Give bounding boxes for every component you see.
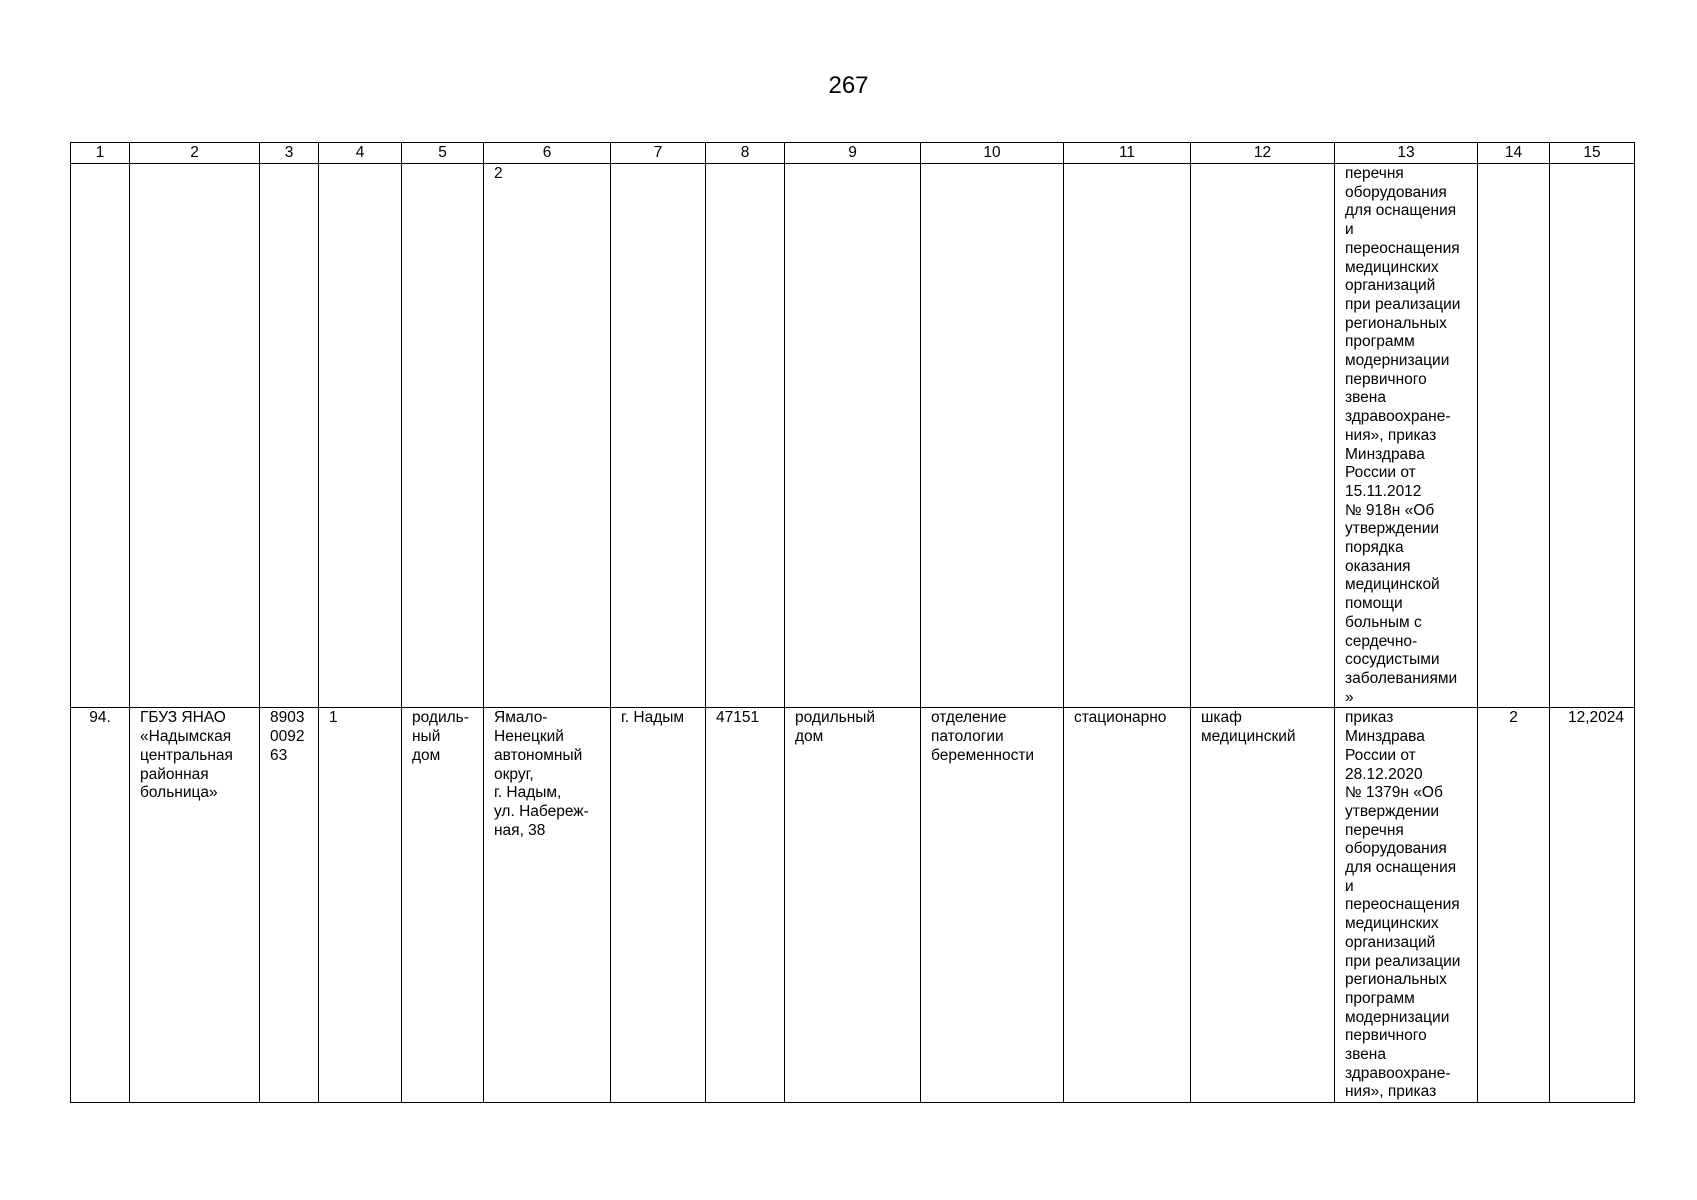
- table-cell: Ямало- Ненецкий автономный округ, г. Надым, ул. Набереж- ная, 38: [484, 708, 611, 1103]
- table-cell: [260, 164, 319, 708]
- table-cell: 12,2024: [1550, 708, 1635, 1103]
- column-header: 8: [706, 143, 785, 164]
- table-cell: ГБУЗ ЯНАО «Надымская центральная районная больница»: [130, 708, 260, 1103]
- column-header: 3: [260, 143, 319, 164]
- table-cell: [319, 164, 402, 708]
- table-cell: г. Надым: [611, 708, 706, 1103]
- table-cell: приказ Минздрава России от 28.12.2020 № 1379н «Об утверждении перечня оборудования для оснащения и переоснащения медицинских организаций при реализации региональных программ модернизации первичного звена здравоохране- ния», приказ: [1335, 708, 1478, 1103]
- table-cell: [130, 164, 260, 708]
- table-cell: 2: [1478, 708, 1550, 1103]
- table-cell: шкаф медицинский: [1191, 708, 1335, 1103]
- column-header: 6: [484, 143, 611, 164]
- column-header: 5: [402, 143, 484, 164]
- column-header: 2: [130, 143, 260, 164]
- page-number: 267: [828, 72, 869, 99]
- table-cell: [611, 164, 706, 708]
- table-cell: отделение патологии беременности: [921, 708, 1064, 1103]
- table-cell: [921, 164, 1064, 708]
- table-cell: перечня оборудования для оснащения и переоснащения медицинских организаций при реализации региональных программ модернизации первичного звена здравоохране- ния», приказ Минздрава России от 15.11.2012 № 918н «Об утверждении порядка оказания медицинской помощи больным с сердечно- сосудистыми заболеваниями »: [1335, 164, 1478, 708]
- column-header: 1: [71, 143, 130, 164]
- table-cell: [402, 164, 484, 708]
- table-cell: [1191, 164, 1335, 708]
- column-header: 14: [1478, 143, 1550, 164]
- table-cell: [785, 164, 921, 708]
- column-header: 13: [1335, 143, 1478, 164]
- table-cell: [1478, 164, 1550, 708]
- table-cell: 2: [484, 164, 611, 708]
- column-header: 11: [1064, 143, 1191, 164]
- table-cell: [1550, 164, 1635, 708]
- data-table: [70, 142, 1635, 1103]
- table-row: [71, 708, 1635, 1103]
- table-row: [71, 164, 1635, 708]
- column-header: 10: [921, 143, 1064, 164]
- table-cell: 8903 0092 63: [260, 708, 319, 1103]
- column-header: 12: [1191, 143, 1335, 164]
- table-cell: [71, 164, 130, 708]
- table-cell: 47151: [706, 708, 785, 1103]
- column-number-row: [71, 143, 1635, 164]
- column-header: 4: [319, 143, 402, 164]
- table-cell: родильный дом: [785, 708, 921, 1103]
- table-cell: 94.: [71, 708, 130, 1103]
- table-cell: [706, 164, 785, 708]
- column-header: 9: [785, 143, 921, 164]
- table-cell: 1: [319, 708, 402, 1103]
- table-cell: [1064, 164, 1191, 708]
- column-header: 7: [611, 143, 706, 164]
- table-cell: стационарно: [1064, 708, 1191, 1103]
- column-header: 15: [1550, 143, 1635, 164]
- table-cell: родиль- ный дом: [402, 708, 484, 1103]
